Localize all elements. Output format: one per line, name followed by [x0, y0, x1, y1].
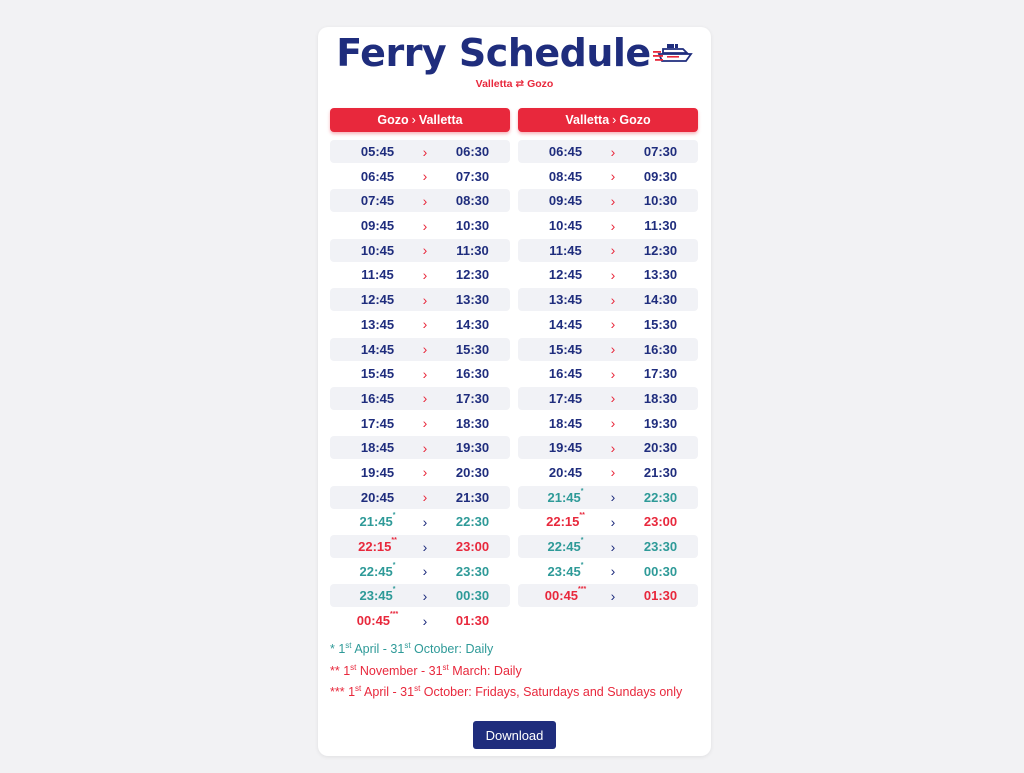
- departure-time-text: 05:45: [360, 144, 395, 159]
- arrival-time: 00:30: [455, 588, 490, 604]
- departure-time: [330, 391, 415, 406]
- footnote-sup1: st: [355, 684, 362, 694]
- departure-time-text: 18:45: [548, 415, 583, 431]
- schedule-row: [518, 239, 698, 262]
- departure-time: [330, 366, 415, 381]
- arrival-time: 20:30: [455, 464, 490, 480]
- departure-time: [330, 169, 415, 184]
- arrival-time: 11:30: [456, 242, 489, 258]
- departure-time: [518, 366, 603, 381]
- chevron-right-icon: ›: [610, 563, 616, 580]
- chevron-right-icon: ›: [612, 113, 617, 127]
- footnote-mark: *: [392, 561, 396, 569]
- schedule-notes: [330, 637, 700, 702]
- departure-time-text: 16:45: [548, 366, 583, 382]
- footnote-mark: **: [579, 512, 585, 520]
- arrival-time: 10:30: [455, 218, 490, 234]
- arrival-time: 20:30: [643, 440, 678, 456]
- schedule-row: [330, 510, 510, 533]
- footnote-line: [330, 659, 700, 681]
- departure-time: [518, 243, 603, 258]
- chevron-right-icon: ›: [610, 489, 616, 506]
- footnote-mark: ***: [390, 611, 399, 619]
- schedule-row: [330, 263, 510, 286]
- arrival-time: 16:30: [643, 341, 678, 357]
- departure-time-text: 12:45: [360, 292, 395, 308]
- arrival-time: 18:30: [643, 390, 678, 406]
- footnote-mark: **: [391, 537, 397, 544]
- departure-time-text: 07:45: [360, 193, 395, 209]
- schedule-row: [330, 461, 510, 484]
- departure-time-text: 22:45: [359, 563, 393, 579]
- arrival-time: 21:30: [643, 464, 678, 480]
- departure-time: [518, 391, 603, 406]
- schedule-row: [518, 288, 698, 311]
- departure-time: [518, 465, 603, 480]
- departure-time: [518, 514, 603, 529]
- departure-time-text: 19:45: [360, 464, 395, 480]
- arrival-time: 18:30: [455, 415, 490, 431]
- departure-time: [518, 539, 603, 554]
- schedule-row: [518, 412, 698, 435]
- footnote-suffix: October: Fridays, Saturdays and Sundays only: [420, 685, 683, 700]
- departure-time: [330, 317, 415, 332]
- schedule-row: [330, 165, 510, 188]
- chevron-right-icon: ›: [411, 113, 416, 127]
- departure-time: [330, 440, 415, 455]
- departure-time: [518, 440, 603, 455]
- column-valletta-gozo: [518, 108, 698, 609]
- arrival-time: 06:30: [455, 144, 490, 159]
- footnote-suffix: October: Daily: [410, 642, 494, 657]
- arrival-time: 23:00: [643, 514, 678, 530]
- chevron-right-icon: ›: [610, 192, 616, 209]
- arrival-time: 23:00: [455, 539, 490, 554]
- footnote-mark: *: [580, 537, 584, 544]
- chevron-right-icon: ›: [610, 390, 616, 407]
- departure-time-text: 13:45: [548, 292, 583, 308]
- departure-time: [330, 193, 415, 208]
- footnote-sup2: st: [414, 684, 421, 694]
- arrival-time: 21:30: [455, 489, 490, 505]
- arrival-time: 16:30: [455, 366, 490, 382]
- chevron-right-icon: ›: [422, 489, 428, 506]
- departure-time-text: 22:15: [358, 539, 392, 554]
- arrival-time: 17:30: [643, 366, 678, 382]
- departure-time-text: 21:45: [547, 489, 581, 505]
- destination-label: Gozo: [619, 113, 651, 127]
- departure-time-text: 12:45: [548, 267, 583, 283]
- departure-time-text: 18:45: [360, 440, 395, 456]
- arrival-time: 14:30: [643, 292, 678, 308]
- chevron-right-icon: ›: [610, 538, 616, 555]
- arrival-time: 07:30: [455, 168, 490, 184]
- route-subtitle: Valletta ⇄ Gozo: [475, 78, 554, 90]
- chevron-right-icon: ›: [610, 439, 616, 456]
- column-header: [330, 108, 510, 132]
- footnote-sup2: st: [442, 662, 449, 672]
- destination-label: Valletta: [418, 113, 463, 127]
- departure-time-text: 19:45: [548, 440, 583, 456]
- chevron-right-icon: ›: [422, 242, 428, 259]
- schedule-row: [330, 560, 510, 583]
- schedule-row: [518, 584, 698, 607]
- schedule-row: [518, 486, 698, 509]
- column-header: [518, 108, 698, 132]
- chevron-right-icon: ›: [610, 341, 616, 357]
- schedule-row: [518, 165, 698, 188]
- departure-time: [518, 292, 603, 307]
- footnote-sup1: st: [350, 662, 357, 672]
- arrival-time: 17:30: [455, 390, 490, 406]
- schedule-row: [518, 338, 698, 361]
- page-title: [336, 33, 692, 73]
- schedule-row: [518, 214, 698, 237]
- chevron-right-icon: ›: [610, 217, 616, 234]
- arrival-time: 13:30: [455, 292, 490, 308]
- departure-time: [330, 267, 415, 282]
- departure-time: [330, 561, 415, 579]
- arrival-time: 12:30: [455, 267, 490, 283]
- schedule-row: [330, 387, 510, 410]
- departure-time: [330, 613, 415, 628]
- schedule-row: [518, 436, 698, 459]
- chevron-right-icon: ›: [422, 612, 428, 629]
- chevron-right-icon: ›: [422, 341, 428, 357]
- departure-time: [330, 465, 415, 480]
- schedule-row: [518, 140, 698, 163]
- arrival-time: 01:30: [643, 588, 678, 604]
- departure-time-text: 17:45: [360, 415, 395, 431]
- schedule-row: [518, 387, 698, 410]
- footnote-mid: November - 31: [356, 663, 443, 678]
- arrival-time: 19:30: [455, 440, 490, 456]
- departure-time-text: 10:45: [548, 218, 583, 234]
- departure-time: [518, 416, 603, 431]
- chevron-right-icon: ›: [610, 168, 616, 185]
- chevron-right-icon: ›: [422, 291, 428, 308]
- arrival-time: 15:30: [455, 341, 490, 357]
- chevron-right-icon: ›: [610, 513, 616, 530]
- chevron-right-icon: ›: [422, 439, 428, 456]
- departure-time: [518, 561, 603, 579]
- chevron-right-icon: ›: [422, 365, 428, 382]
- arrival-time: 13:30: [643, 267, 678, 283]
- schedule-row: [330, 436, 510, 459]
- departure-time: [330, 416, 415, 431]
- footnote-line: [330, 637, 700, 659]
- departure-time: [330, 490, 415, 505]
- chevron-right-icon: ›: [422, 316, 428, 333]
- chevron-right-icon: ›: [422, 390, 428, 407]
- schedule-row: [330, 189, 510, 212]
- departure-time-text: 23:45: [547, 563, 581, 579]
- departure-time-text: 17:45: [548, 390, 583, 406]
- footnote-line: [330, 680, 700, 702]
- departure-time: [518, 267, 603, 282]
- schedule-card: [318, 27, 711, 756]
- departure-time-text: 14:45: [360, 341, 395, 357]
- chevron-right-icon: ›: [422, 143, 428, 160]
- departure-time-text: 00:45: [544, 588, 579, 604]
- title-wrap: [318, 33, 711, 73]
- departure-time-text: 06:45: [548, 144, 583, 159]
- schedule-row: [518, 560, 698, 583]
- origin-label: Gozo: [377, 113, 409, 127]
- departure-time: [518, 588, 603, 603]
- chevron-right-icon: ›: [422, 538, 428, 555]
- departure-time: [330, 144, 415, 159]
- chevron-right-icon: ›: [610, 464, 616, 481]
- departure-time-text: 08:45: [548, 168, 583, 184]
- arrival-time: 01:30: [455, 613, 490, 629]
- departure-time: [518, 487, 603, 505]
- schedule-row: [330, 535, 510, 558]
- arrival-time: 23:30: [455, 563, 490, 579]
- departure-time: [518, 317, 603, 332]
- schedule-row: [330, 486, 510, 509]
- schedule-row: [330, 239, 510, 262]
- ship-icon: [653, 41, 693, 65]
- departure-time-text: 23:45: [359, 588, 393, 604]
- departure-time-text: 11:45: [549, 242, 582, 258]
- chevron-right-icon: ›: [422, 168, 428, 185]
- chevron-right-icon: ›: [422, 464, 428, 481]
- schedule-row: [518, 461, 698, 484]
- departure-time-text: 15:45: [360, 366, 395, 382]
- arrival-time: 22:30: [643, 489, 678, 505]
- departure-time: [330, 243, 415, 258]
- chevron-right-icon: ›: [422, 217, 428, 234]
- arrival-time: 10:30: [643, 193, 678, 209]
- schedule-row: [330, 609, 510, 632]
- departure-time: [330, 539, 415, 554]
- schedule-row: [518, 189, 698, 212]
- departure-time: [518, 342, 603, 357]
- departure-time-text: 21:45: [359, 514, 393, 530]
- page-title-text: Ferry Schedule: [336, 31, 651, 75]
- footnote-mid: April - 31: [351, 642, 405, 657]
- departure-time-text: 09:45: [548, 193, 583, 209]
- departure-time-text: 11:45: [361, 267, 394, 283]
- chevron-right-icon: ›: [610, 291, 616, 308]
- departure-time: [330, 218, 415, 233]
- departure-time-text: 06:45: [360, 168, 395, 184]
- chevron-right-icon: ›: [610, 316, 616, 333]
- schedule-row: [518, 263, 698, 286]
- departure-time-text: 14:45: [548, 316, 583, 332]
- footnote-mid: April - 31: [361, 685, 415, 700]
- departure-time-text: 10:45: [360, 242, 395, 258]
- footnote-prefix: ** 1: [330, 663, 351, 678]
- arrival-time: 11:30: [644, 218, 677, 234]
- departure-time-text: 22:15: [546, 514, 580, 530]
- departure-time: [518, 193, 603, 208]
- arrival-time: 22:30: [455, 514, 490, 530]
- chevron-right-icon: ›: [610, 587, 616, 604]
- footnote-suffix: March: Daily: [448, 663, 522, 678]
- schedule-row: [518, 362, 698, 385]
- departure-time-text: 16:45: [360, 390, 395, 406]
- chevron-right-icon: ›: [422, 587, 428, 604]
- schedule-row: [330, 584, 510, 607]
- arrival-time: 15:30: [643, 316, 678, 332]
- departure-time-text: 13:45: [360, 316, 395, 332]
- departure-time: [330, 514, 415, 529]
- departure-time-text: 15:45: [548, 341, 583, 357]
- footnote-mark: ***: [578, 586, 587, 594]
- column-gozo-valletta: [330, 108, 510, 634]
- download-button[interactable]: Download: [473, 721, 556, 749]
- departure-time: [330, 342, 415, 357]
- departure-time: [518, 144, 603, 159]
- chevron-right-icon: ›: [610, 242, 616, 259]
- footnote-mark: *: [392, 512, 396, 520]
- schedule-row: [330, 140, 510, 163]
- footnote-mark: *: [392, 586, 396, 594]
- chevron-right-icon: ›: [610, 266, 616, 283]
- arrival-time: 09:30: [643, 168, 678, 184]
- footnote-mark: *: [580, 561, 584, 569]
- schedule-row: [518, 510, 698, 533]
- departure-time-text: 00:45: [356, 613, 391, 629]
- origin-label: Valletta: [565, 113, 610, 127]
- arrival-time: 07:30: [643, 144, 678, 159]
- departure-time-text: 09:45: [360, 218, 395, 234]
- schedule-row: [330, 288, 510, 311]
- departure-time: [518, 169, 603, 184]
- schedule-row: [330, 338, 510, 361]
- footnote-prefix: *** 1: [330, 685, 356, 700]
- departure-time: [330, 588, 415, 603]
- departure-time-text: 20:45: [548, 464, 583, 480]
- arrival-time: 23:30: [643, 539, 678, 554]
- schedule-row: [518, 535, 698, 558]
- departure-time: [518, 218, 603, 233]
- arrival-time: 14:30: [455, 316, 490, 332]
- arrival-time: 08:30: [455, 193, 490, 209]
- departure-time-text: 22:45: [547, 539, 581, 554]
- footnote-sup1: st: [345, 641, 352, 650]
- departure-time-text: 20:45: [360, 489, 395, 505]
- chevron-right-icon: ›: [422, 192, 428, 209]
- chevron-right-icon: ›: [610, 415, 616, 432]
- chevron-right-icon: ›: [610, 143, 616, 160]
- footnote-mark: *: [580, 487, 584, 495]
- departure-time: [330, 292, 415, 307]
- arrival-time: 19:30: [643, 415, 678, 431]
- chevron-right-icon: ›: [422, 563, 428, 580]
- chevron-right-icon: ›: [610, 365, 616, 382]
- chevron-right-icon: ›: [422, 513, 428, 530]
- footnote-sup2: st: [404, 641, 411, 650]
- schedule-row: [330, 214, 510, 237]
- footnote-prefix: * 1: [330, 642, 346, 657]
- arrival-time: 12:30: [643, 242, 678, 258]
- schedule-row: [330, 313, 510, 336]
- arrival-time: 00:30: [643, 563, 678, 579]
- schedule-row: [518, 313, 698, 336]
- chevron-right-icon: ›: [422, 415, 428, 432]
- schedule-row: [330, 412, 510, 435]
- chevron-right-icon: ›: [422, 266, 428, 283]
- schedule-row: [330, 362, 510, 385]
